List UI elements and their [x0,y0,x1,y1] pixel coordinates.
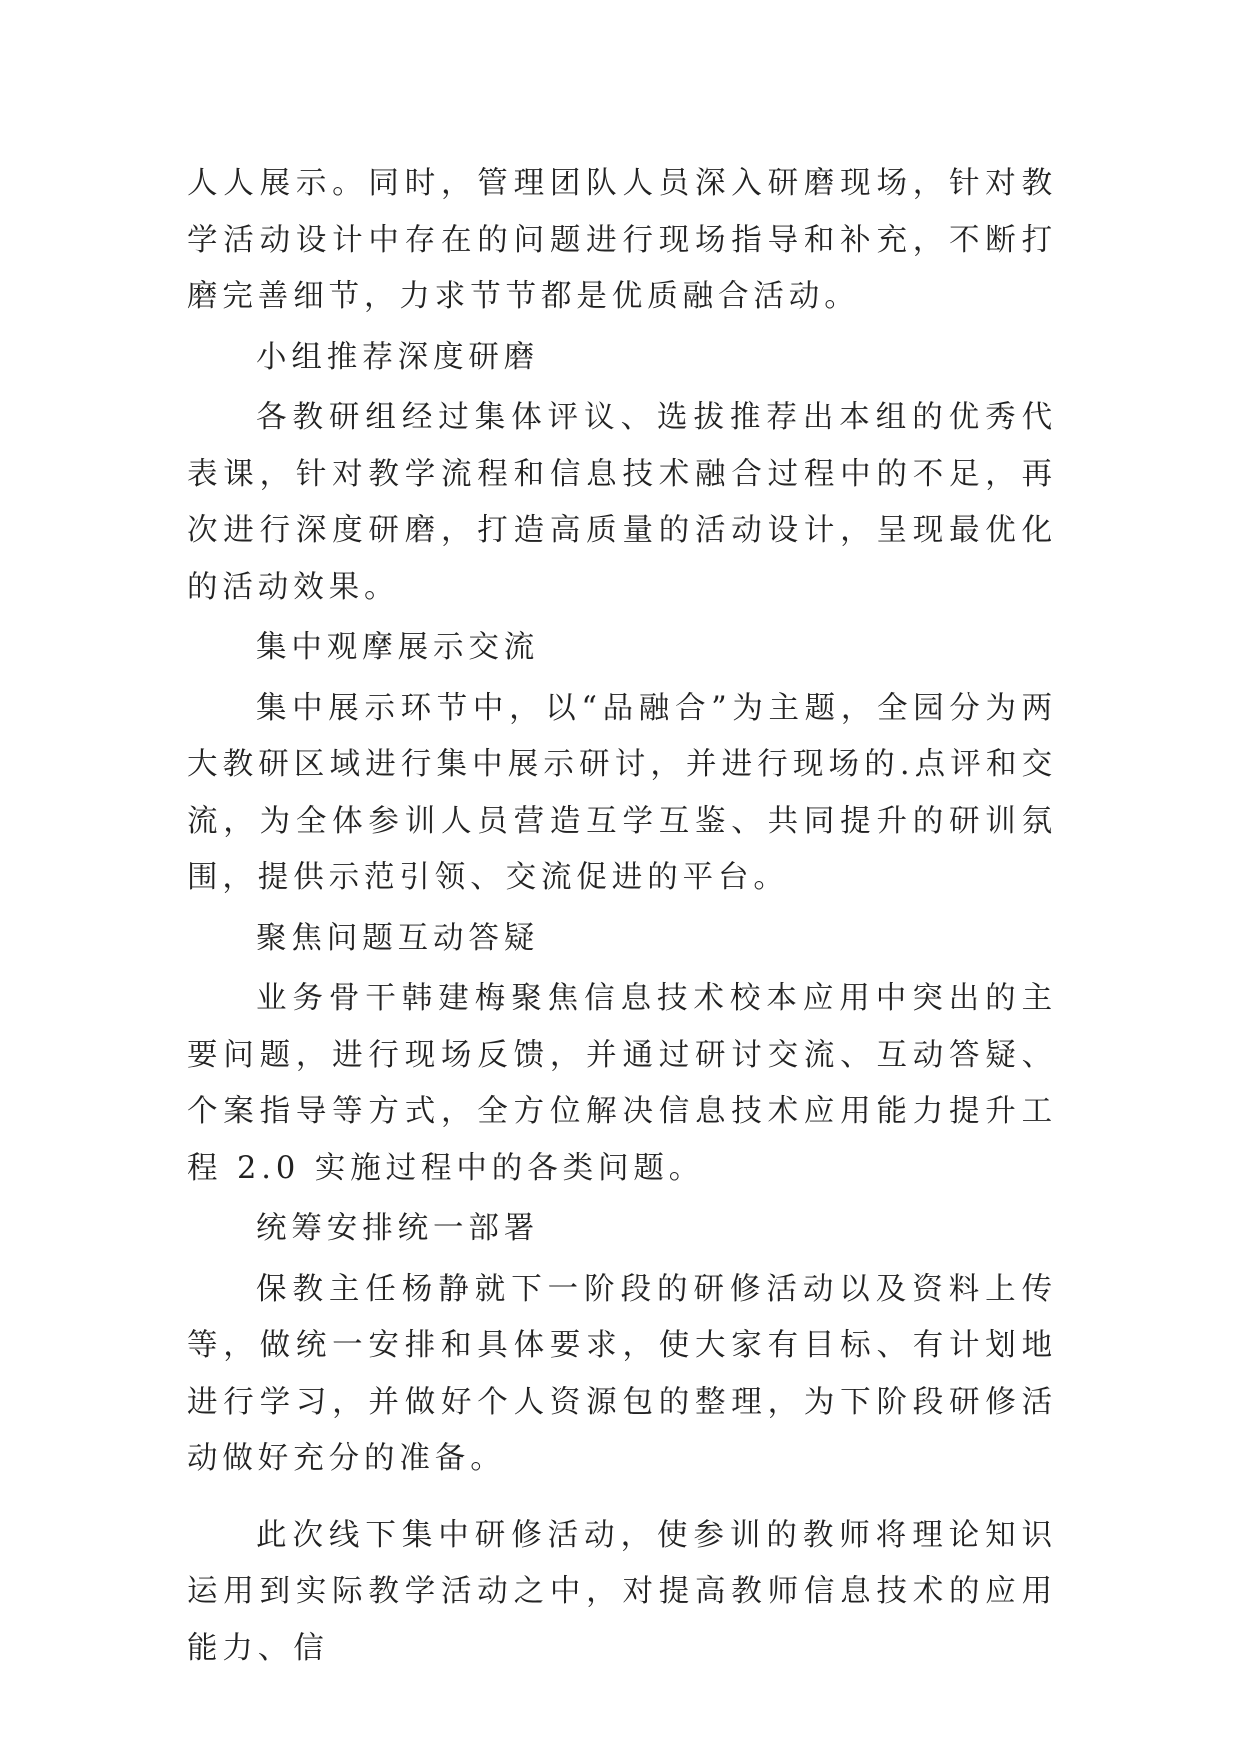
section-heading: 集中观摩展示交流 [256,630,540,665]
body-paragraph: 人人展示。同时，管理团队人员深入研磨现场，针对教学活动设计中存在的问题进行现场指导和补充，不断打磨完善细节，力求节节都是优质融合活动。 [187,166,1057,314]
section-heading: 小组推荐深度研磨 [256,339,540,375]
section-heading: 统筹安排统一部署 [256,1211,540,1246]
body-paragraph: 业务骨干韩建梅聚焦信息技术校本应用中突出的主要问题，进行现场反馈，并通过研讨交流、互动答疑、个案指导等方式，全方位解决信息技术应用能力提升工程 2.0 实施过程中的各类问题。 [187,981,1057,1186]
body-paragraph: 此次线下集中研修活动，使参训的教师将理论知识运用到实际教学活动之中，对提高教师信息技术的应用能力、信 [187,1517,1057,1666]
body-paragraph: 各教研组经过集体评议、选拔推荐出本组的优秀代表课，针对教学流程和信息技术融合过程中的不足，再次进行深度研磨，打造高质量的活动设计，呈现最优化的活动效果。 [187,400,1057,605]
body-paragraph: 集中展示环节中，以“品融合”为主题，全园分为两大教研区域进行集中展示研讨，并进行现场的.点评和交流，为全体参训人员营造互学互鉴、共同提升的研训氛围，提供示范引领、交流促进的平台。 [187,690,1057,895]
section-heading: 聚焦问题互动答疑 [256,920,540,956]
document-body [187,156,1057,1677]
body-paragraph: 保教主任杨静就下一阶段的研修活动以及资料上传等，做统一安排和具体要求，使大家有目标、有计划地进行学习，并做好个人资源包的整理，为下阶段研修活动做好充分的准备。 [187,1271,1057,1476]
